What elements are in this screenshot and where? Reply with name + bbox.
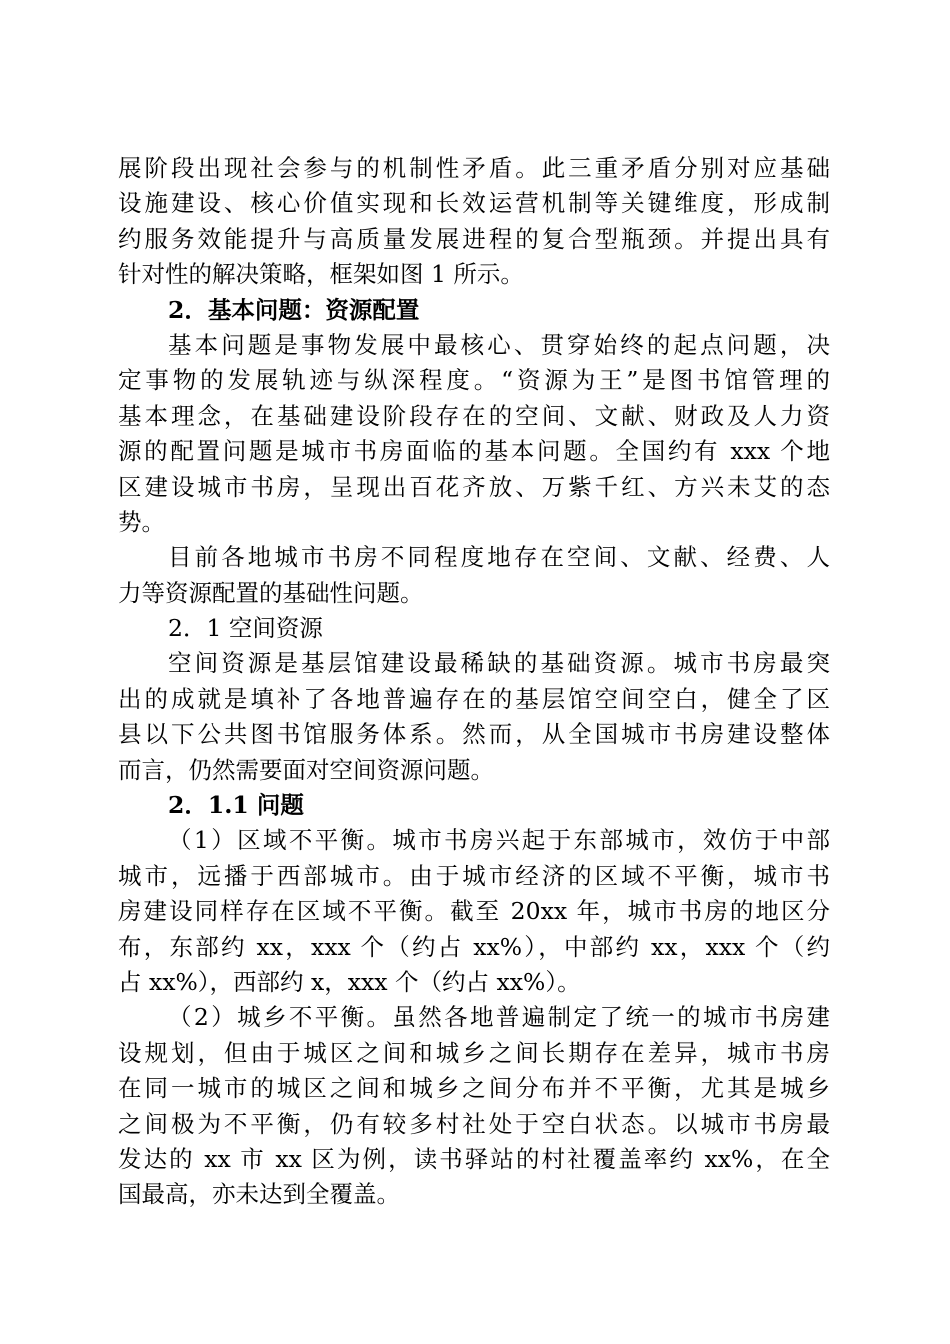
text-line: 基本问题是事物发展中最核心、贯穿始终的起点问题，决 [168,330,830,359]
text-line: 发达的 xx 市 xx 区为例，读书驿站的村社覆盖率约 xx%，在全 [118,1144,830,1173]
text-line: （2）城乡不平衡。虽然各地普遍制定了统一的城市书房建 [168,1003,830,1032]
text-line: 占 xx%），西部约 x，xxx 个（约占 xx%）。 [118,967,581,996]
text-line: 空间资源是基层馆建设最稀缺的基础资源。城市书房最突 [168,649,830,678]
subsection-heading: 2．1 空间资源 [168,614,323,643]
text-line: 城市，远播于西部城市。由于城市经济的区域不平衡，城市书 [118,861,830,890]
text-line: 县以下公共图书馆服务体系。然而，从全国城市书房建设整体 [118,720,830,749]
text-line: 在同一城市的城区之间和城乡之间分布并不平衡，尤其是城乡 [118,1074,830,1103]
text-line: 源的配置问题是城市书房面临的基本问题。全国约有 xxx 个地 [118,437,830,466]
text-line: 基本理念，在基础建设阶段存在的空间、文献、财政及人力资 [118,401,830,430]
text-line: 设施建设、核心价值实现和长效运营机制等关键维度，形成制 [118,189,830,218]
text-line: 针对性的解决策略，框架如图 1 所示。 [118,260,524,289]
subsubsection-heading: 2．1.1 问题 [168,791,304,820]
paragraph-basic-problem [118,328,830,540]
paragraph-current-status [118,540,830,611]
text-line: 国最高，亦未达到全覆盖。 [118,1180,400,1209]
paragraph-regional-imbalance [118,823,830,1000]
text-line: 约服务效能提升与高质量发展进程的复合型瓶颈。并提出具有 [118,224,830,253]
text-line: 区建设城市书房，呈现出百花齐放、万紫千红、方兴未艾的态 [118,472,830,501]
text-line: 定事物的发展轨迹与纵深程度。“资源为王”是图书馆管理的 [118,366,830,395]
paragraph-urban-rural-imbalance [118,1000,830,1212]
text-line: 之间极为不平衡，仍有较多村社处于空白状态。以城市书房最 [118,1109,830,1138]
text-line: 布，东部约 xx，xxx 个（约占 xx%），中部约 xx，xxx 个（约 [118,932,830,961]
section-heading: 2．基本问题：资源配置 [168,295,420,324]
text-line: 设规划，但由于城区之间和城乡之间长期存在差异，城市书房 [118,1038,830,1067]
text-line: 房建设同样存在区域不平衡。截至 20xx 年，城市书房的地区分 [118,897,830,926]
text-line: （1）区域不平衡。城市书房兴起于东部城市，效仿于中部 [168,826,830,855]
text-line: 而言，仍然需要面对空间资源问题。 [118,755,494,784]
text-line: 势。 [118,507,165,536]
paragraph-intro [118,151,830,293]
text-line: 力等资源配置的基础性问题。 [118,578,424,607]
text-line: 展阶段出现社会参与的机制性矛盾。此三重矛盾分别对应基础 [118,154,830,182]
text-line: 出的成就是填补了各地普遍存在的基层馆空间空白，健全了区 [118,684,830,713]
text-line: 目前各地城市书房不同程度地存在空间、文献、经费、人 [168,543,830,572]
paragraph-space-resource [118,646,830,788]
document-page [118,151,830,1213]
